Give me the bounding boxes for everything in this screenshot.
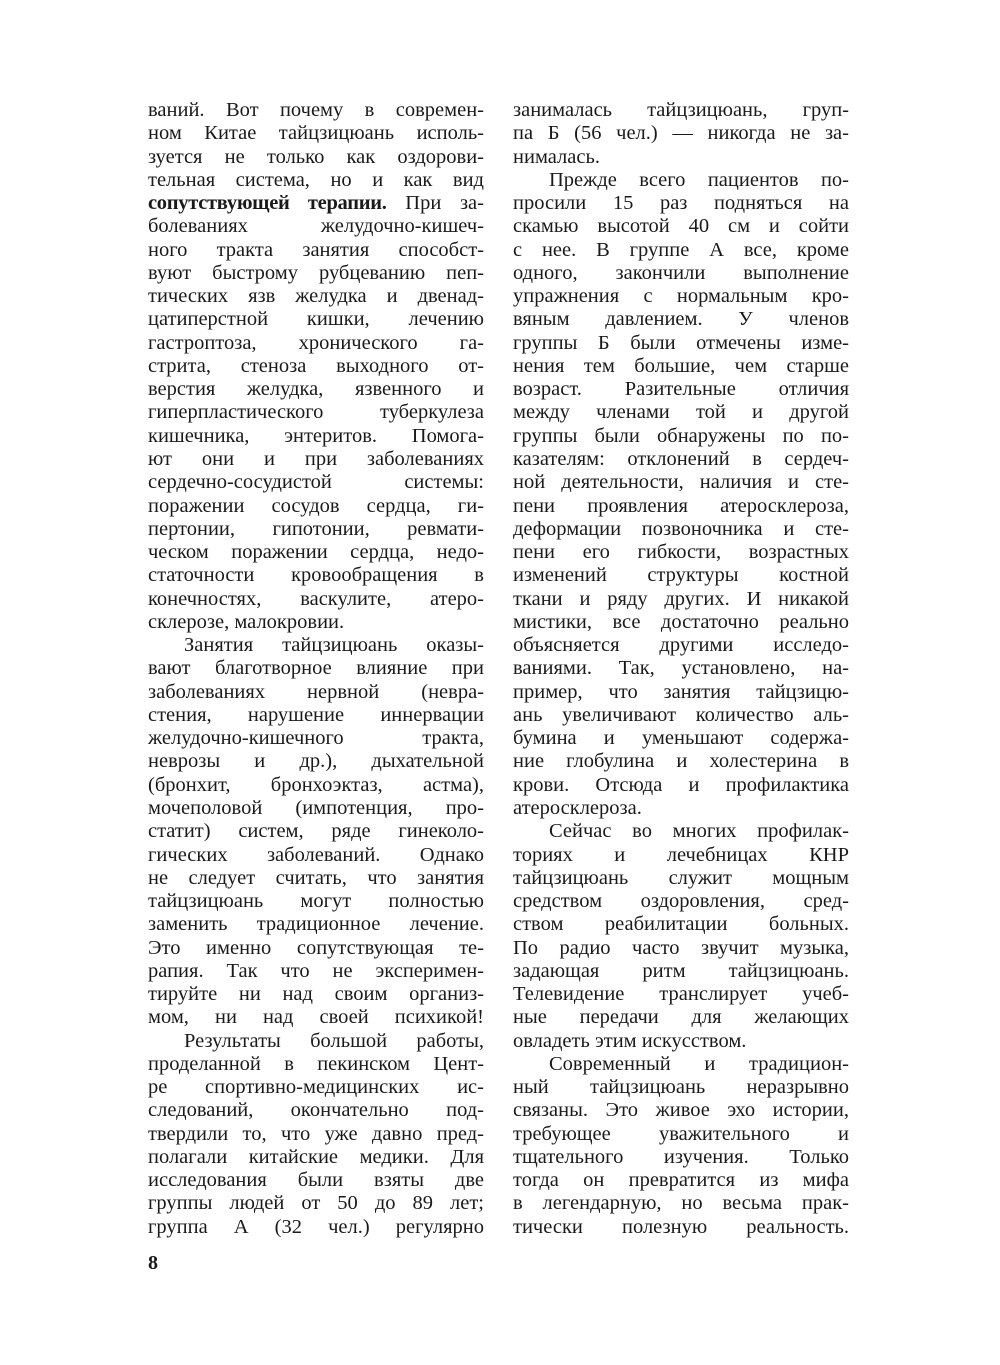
text-line bbox=[148, 1146, 484, 1169]
text-column-right bbox=[513, 99, 849, 1239]
text-line bbox=[513, 332, 849, 355]
line-text: тируйте ни над своим организ- bbox=[148, 983, 484, 1006]
text-line bbox=[148, 285, 484, 308]
line-text: скамью высотой 40 см и сойти bbox=[513, 215, 849, 238]
line-text: занималась тайцзицюань, груп- bbox=[513, 99, 849, 121]
text-line bbox=[513, 890, 849, 913]
line-text: склерозе, малокровии. bbox=[148, 610, 345, 633]
line-text: вяным давлением. У членов bbox=[513, 308, 849, 331]
text-line bbox=[513, 1169, 849, 1192]
text-line bbox=[513, 308, 849, 331]
text-line bbox=[148, 308, 484, 331]
line-text: Современный и традицион- bbox=[549, 1052, 849, 1075]
line-text: тщательного изучения. Только bbox=[513, 1145, 849, 1168]
line-text: гастроптоза, хронического га- bbox=[148, 331, 484, 354]
text-line bbox=[148, 425, 484, 448]
line-text: ваниями. Так, установлено, на- bbox=[513, 657, 849, 680]
line-text: нения тем большие, чем старше bbox=[513, 354, 849, 377]
line-text: Занятия тайцзицюань оказы- bbox=[184, 634, 484, 657]
line-text: Телевидение транслирует учеб- bbox=[513, 983, 849, 1006]
line-text: овладеть этим искусством. bbox=[513, 1029, 747, 1052]
text-line bbox=[513, 681, 849, 704]
text-line bbox=[513, 262, 849, 285]
line-text: гиперпластического туберкулеза bbox=[148, 401, 484, 424]
text-line bbox=[148, 937, 484, 960]
line-text: мом, ни над своей психикой! bbox=[148, 1006, 484, 1029]
text-line bbox=[513, 1192, 849, 1215]
text-line bbox=[513, 215, 849, 238]
text-line bbox=[513, 518, 849, 541]
text-line bbox=[513, 1076, 849, 1099]
line-text: бумина и уменьшают содержа- bbox=[513, 727, 849, 750]
text-line bbox=[148, 262, 484, 285]
text-line bbox=[513, 1053, 849, 1076]
line-text: ческом поражении сердца, недо- bbox=[148, 541, 484, 564]
line-text: группы Б были отмечены изме- bbox=[513, 331, 849, 354]
line-text: ном Китае тайцзицюань исполь- bbox=[148, 122, 484, 145]
line-text: просили 15 раз подняться на bbox=[513, 192, 849, 215]
text-line bbox=[148, 378, 484, 401]
line-text: пример, что занятия тайцзицю- bbox=[513, 680, 849, 703]
text-line bbox=[513, 867, 849, 890]
text-line bbox=[148, 1006, 484, 1029]
line-text: исследования были взяты две bbox=[148, 1169, 484, 1192]
line-text: зуется не только как оздорови- bbox=[148, 145, 484, 168]
line-text: ре спортивно-медицинских ис- bbox=[148, 1076, 484, 1099]
text-line bbox=[513, 541, 849, 564]
line-text: тельная система, но и как вид bbox=[148, 168, 484, 191]
line-text: (бронхит, бронхоэктаз, астма), bbox=[148, 773, 484, 796]
text-line bbox=[148, 122, 484, 145]
line-text: кишечника, энтеритов. Помога- bbox=[148, 424, 484, 447]
line-text: тических язв желудка и двенад- bbox=[148, 285, 484, 308]
line-text: полагали китайские медики. Для bbox=[148, 1145, 484, 1168]
text-line bbox=[148, 960, 484, 983]
line-text: изменений структуры костной bbox=[513, 564, 849, 587]
line-text: статочности кровообращения в bbox=[148, 564, 484, 587]
text-column-left bbox=[148, 99, 484, 1239]
line-text: па Б (56 чел.) — никогда не за- bbox=[513, 122, 849, 145]
line-text: группа А (32 чел.) регулярно bbox=[148, 1215, 484, 1238]
text-line bbox=[513, 1099, 849, 1122]
text-line bbox=[513, 983, 849, 1006]
text-line bbox=[148, 611, 484, 634]
text-line bbox=[148, 1099, 484, 1122]
text-line bbox=[513, 99, 849, 122]
line-text: тайцзицюань могут полностью bbox=[148, 890, 484, 913]
line-text: средством оздоровления, сред- bbox=[513, 890, 849, 913]
text-line bbox=[513, 448, 849, 471]
line-text: стения, нарушение иннервации bbox=[148, 703, 484, 726]
text-line bbox=[148, 750, 484, 773]
text-line bbox=[148, 401, 484, 424]
line-text: мистики, все достаточно реально bbox=[513, 610, 849, 633]
text-line bbox=[148, 215, 484, 238]
text-line bbox=[148, 564, 484, 587]
line-text: вают благотворное влияние при bbox=[148, 657, 484, 680]
text-line bbox=[148, 448, 484, 471]
text-line bbox=[513, 1123, 849, 1146]
text-line bbox=[513, 588, 849, 611]
text-line bbox=[513, 634, 849, 657]
line-text: следований, окончательно под- bbox=[148, 1099, 484, 1122]
text-line bbox=[148, 704, 484, 727]
text-line bbox=[148, 867, 484, 890]
line-text: одного, закончили выполнение bbox=[513, 261, 849, 284]
text-line bbox=[513, 820, 849, 843]
text-line bbox=[513, 913, 849, 936]
text-line bbox=[148, 239, 484, 262]
text-line bbox=[513, 1216, 849, 1239]
line-text: ной деятельности, наличия и сте- bbox=[513, 471, 849, 494]
text-line bbox=[148, 797, 484, 820]
text-line bbox=[148, 146, 484, 169]
line-text: упражнения с нормальным кро- bbox=[513, 285, 849, 308]
text-line bbox=[513, 122, 849, 145]
text-line bbox=[148, 1076, 484, 1099]
line-text: деформации позвоночника и сте- bbox=[513, 517, 849, 540]
line-text: ством реабилитации больных. bbox=[513, 913, 849, 936]
line-text: задающая ритм тайцзицюань. bbox=[513, 959, 849, 982]
line-text: между членами той и другой bbox=[513, 401, 849, 424]
text-line bbox=[513, 960, 849, 983]
line-text: гических заболеваний. Однако bbox=[148, 843, 484, 866]
line-text: статит) систем, ряде гинеколо- bbox=[148, 820, 484, 843]
line-text: заболеваниях нервной (невра- bbox=[148, 680, 484, 703]
text-line bbox=[513, 1146, 849, 1169]
line-text: конечностях, васкулите, атеро- bbox=[148, 587, 484, 610]
line-text: ного тракта занятия способст- bbox=[148, 238, 484, 261]
text-line bbox=[148, 471, 484, 494]
line-text: заменить традиционное лечение. bbox=[148, 913, 484, 936]
line-text: верстия желудка, язвенного и bbox=[148, 378, 484, 401]
line-text: сердечно-сосудистой системы: bbox=[148, 471, 484, 494]
text-line bbox=[513, 355, 849, 378]
text-line bbox=[148, 820, 484, 843]
text-line bbox=[148, 1030, 484, 1053]
line-text: крови. Отсюда и профилактика bbox=[513, 773, 849, 796]
line-text: тогда он превратится из мифа bbox=[513, 1169, 849, 1192]
line-text: атеросклероза. bbox=[513, 796, 642, 819]
bold-phrase: сопутствующей терапии. bbox=[148, 192, 387, 215]
text-line bbox=[513, 774, 849, 797]
text-line bbox=[513, 401, 849, 424]
line-text: желудочно-кишечного тракта, bbox=[148, 727, 484, 750]
text-line bbox=[513, 1030, 849, 1053]
line-text: мочеполовой (импотенция, про- bbox=[148, 796, 484, 819]
line-text: группы были обнаружены по по- bbox=[513, 424, 849, 447]
text-line bbox=[513, 1006, 849, 1029]
text-line bbox=[148, 99, 484, 122]
text-line bbox=[148, 913, 484, 936]
text-line bbox=[513, 495, 849, 518]
line-text: ние глобулина и холестерина в bbox=[513, 750, 849, 773]
line-text: Это именно сопутствующая те- bbox=[148, 936, 484, 959]
line-text: нималась. bbox=[513, 145, 600, 168]
line-text: пертонии, гипотонии, ревмати- bbox=[148, 517, 484, 540]
text-line bbox=[148, 844, 484, 867]
line-text: тически полезную реальность. bbox=[513, 1215, 849, 1238]
text-line bbox=[148, 495, 484, 518]
line-text: вуют быстрому рубцеванию пеп- bbox=[148, 261, 484, 284]
line-text: пени его гибкости, возрастных bbox=[513, 541, 849, 564]
text-line bbox=[513, 750, 849, 773]
line-text: твердили то, что уже давно пред- bbox=[148, 1122, 484, 1145]
line-text: возраст. Разительные отличия bbox=[513, 378, 849, 401]
text-line bbox=[513, 471, 849, 494]
text-line bbox=[513, 239, 849, 262]
text-line bbox=[148, 1123, 484, 1146]
line-text: Сейчас во многих профилак- bbox=[549, 820, 849, 843]
text-line bbox=[148, 518, 484, 541]
line-text: проделанной в пекинском Цент- bbox=[148, 1052, 484, 1075]
text-line bbox=[148, 727, 484, 750]
text-line bbox=[148, 332, 484, 355]
line-text: Прежде всего пациентов по- bbox=[549, 168, 849, 191]
line-text: болеваниях желудочно-кишеч- bbox=[148, 215, 484, 238]
line-text: неврозы и др.), дыхательной bbox=[148, 750, 484, 773]
line-text: тайцзицюань служит мощным bbox=[513, 866, 849, 889]
line-text: требующее уважительного и bbox=[513, 1122, 849, 1145]
line-text: рапия. Так что не эксперимен- bbox=[148, 959, 484, 982]
text-line bbox=[513, 146, 849, 169]
text-line bbox=[513, 657, 849, 680]
line-text: не следует считать, что занятия bbox=[148, 866, 484, 889]
text-line bbox=[148, 192, 484, 215]
text-line bbox=[513, 192, 849, 215]
text-line bbox=[148, 774, 484, 797]
text-line bbox=[513, 285, 849, 308]
line-text: При за- bbox=[386, 192, 484, 215]
text-line bbox=[148, 983, 484, 1006]
text-line bbox=[513, 797, 849, 820]
text-line bbox=[148, 1216, 484, 1239]
text-line bbox=[513, 937, 849, 960]
text-line bbox=[148, 1192, 484, 1215]
line-text: ань увеличивают количество аль- bbox=[513, 703, 849, 726]
line-text: ториях и лечебницах КНР bbox=[513, 843, 849, 866]
line-text: ные передачи для желающих bbox=[513, 1006, 849, 1029]
line-text: связаны. Это живое эхо истории, bbox=[513, 1099, 849, 1122]
text-line bbox=[513, 727, 849, 750]
line-text: ный тайцзицюань неразрывно bbox=[513, 1076, 849, 1099]
line-text: в легендарную, но весьма прак- bbox=[513, 1192, 849, 1215]
page-number: 8 bbox=[148, 1252, 158, 1274]
text-line bbox=[513, 378, 849, 401]
line-text: объясняется другими исследо- bbox=[513, 634, 849, 657]
line-text: ют они и при заболеваниях bbox=[148, 447, 484, 470]
text-line bbox=[513, 564, 849, 587]
text-line bbox=[513, 704, 849, 727]
line-text: ваний. Вот почему в современ- bbox=[148, 99, 484, 121]
text-line bbox=[148, 169, 484, 192]
text-line bbox=[513, 844, 849, 867]
text-line bbox=[148, 890, 484, 913]
line-text: стрита, стеноза выходного от- bbox=[148, 354, 484, 377]
text-line bbox=[148, 657, 484, 680]
text-line bbox=[148, 634, 484, 657]
line-text: поражении сосудов сердца, ги- bbox=[148, 494, 484, 517]
text-line bbox=[148, 588, 484, 611]
text-line bbox=[148, 541, 484, 564]
line-text: цатиперстной кишки, лечению bbox=[148, 308, 484, 331]
text-line bbox=[148, 355, 484, 378]
line-text: пени проявления атеросклероза, bbox=[513, 494, 849, 517]
line-text: ткани и ряду других. И никакой bbox=[513, 587, 849, 610]
line-text: группы людей от 50 до 89 лет; bbox=[148, 1192, 484, 1215]
text-line bbox=[513, 611, 849, 634]
text-line bbox=[513, 425, 849, 448]
line-text: казателям: отклонений в сердеч- bbox=[513, 447, 849, 470]
line-text: с нее. В группе А все, кроме bbox=[513, 238, 849, 261]
text-line bbox=[148, 1169, 484, 1192]
text-line bbox=[148, 1053, 484, 1076]
text-line bbox=[148, 681, 484, 704]
line-text: По радио часто звучит музыка, bbox=[513, 936, 849, 959]
text-line bbox=[513, 169, 849, 192]
line-text: Результаты большой работы, bbox=[184, 1029, 484, 1052]
